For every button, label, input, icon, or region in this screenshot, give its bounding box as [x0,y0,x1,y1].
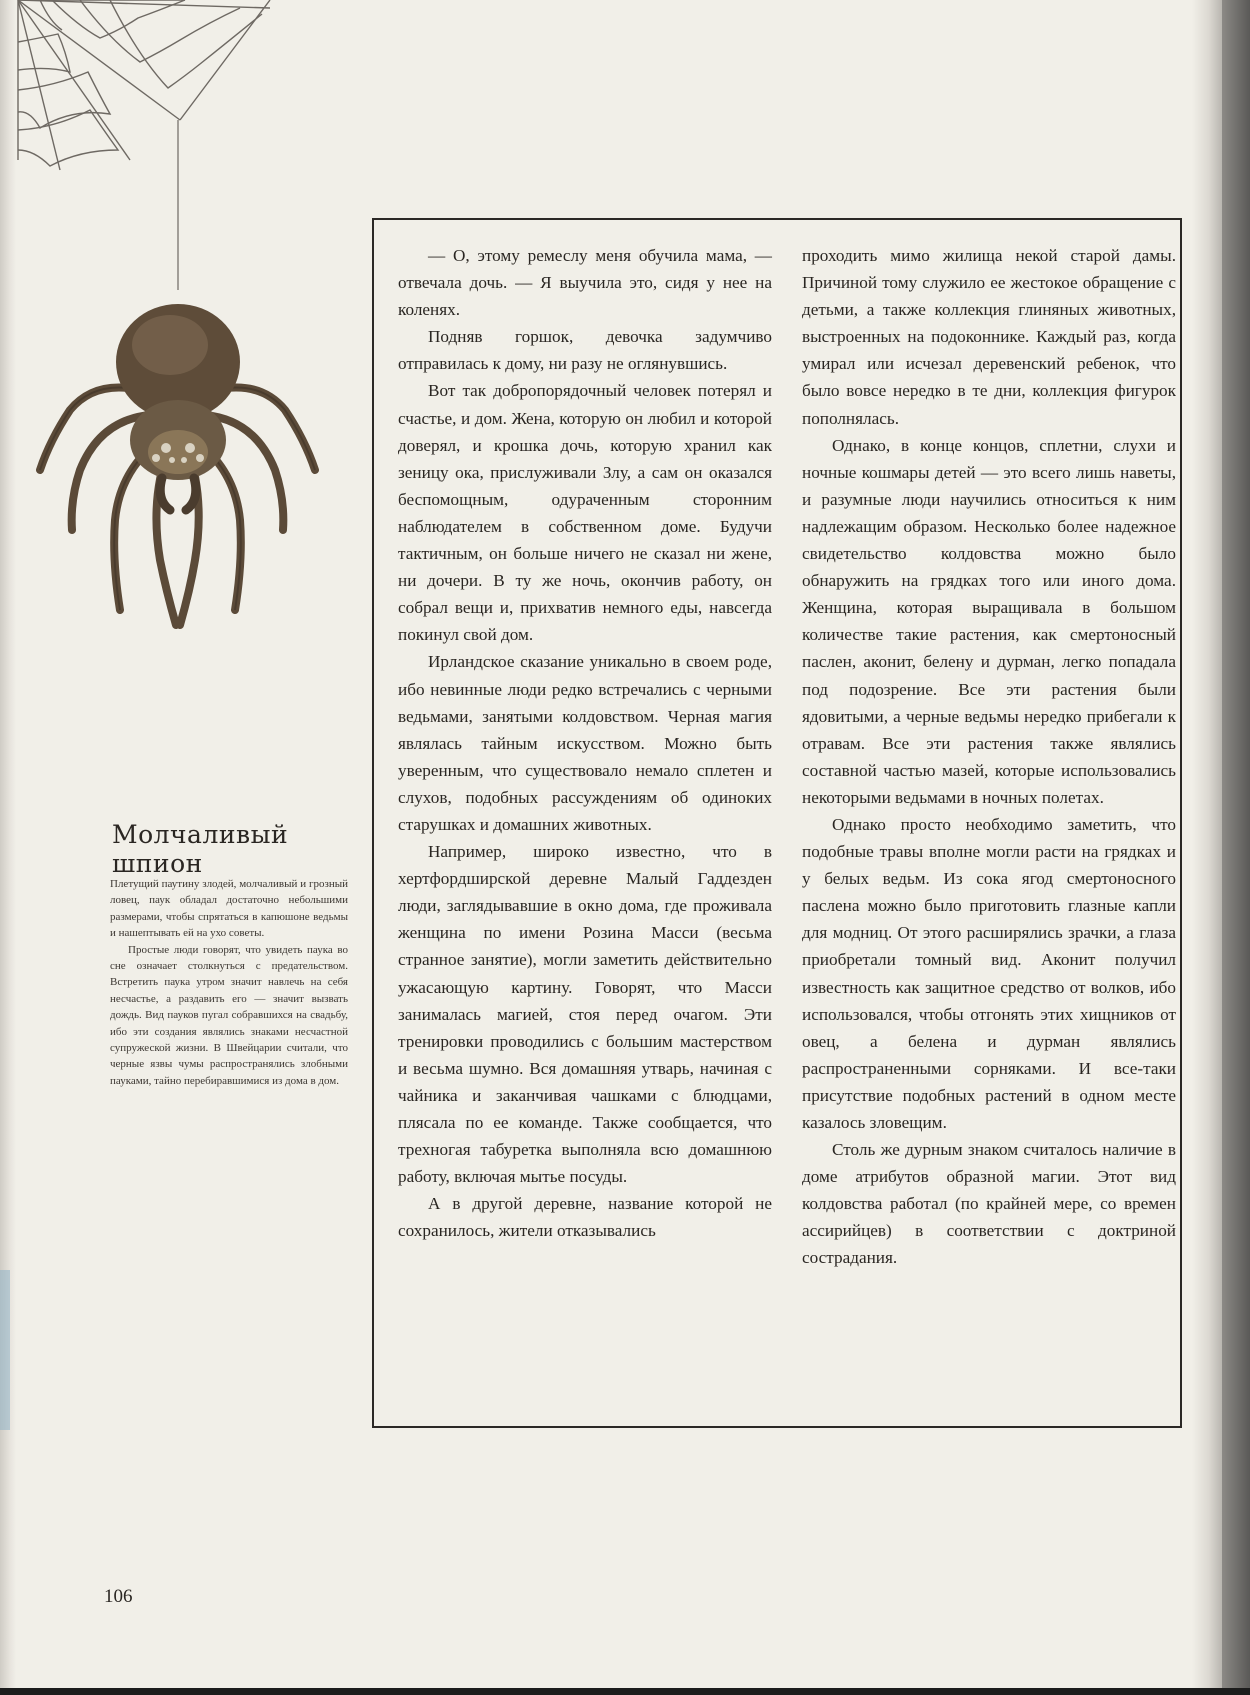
article-paragraph: — О, этому ремеслу меня обучила мама, — отвечала дочь. — Я выучила это, сидя у нее на коленях. [398,246,772,320]
spider-illustration [0,0,340,680]
page-number: 106 [104,1586,133,1607]
article-paragraph: Однако просто необходимо заметить, что подобные травы вполне могли расти на грядках и у белых ведьм. Из сока ягод смертоносного паслена можно было приготовить глазные капли для модниц. От этого расширялись зрачки, а глаза приобретали томный вид. Аконит получил известность как защитное средство от волков, ибо использовался, чтобы отгонять этих хищников от овец, а белена и дурман являлись распространенными сорняками. И все-таки присутствие подобных растений в одном месте казалось зловещим. [802,814,1176,1132]
article-paragraph: Ирландское сказание уникально в своем роде, ибо невинные люди редко встречались с черными ведьмами, занятыми колдовством. Черная магия являлась тайным искусством. Можно быть уверенным, что существовало немало сплетен и слухов, подобных рассуждениям об одиноких старушках и домашних животных. [398,652,772,834]
spider-web-icon [18,0,270,290]
article-paragraph: Однако, в конце концов, сплетни, слухи и ночные кошмары детей — это всего лишь наветы, и разумные люди научились относиться к ним надлежащим образом. Несколько более надежное свидетельство колдовства можно было обнаружить на грядках того или иного дома. Женщина, которая выращивала в большом количестве такие растения, как смертоносный паслен, аконит, белену и дурман, легко попадала под подозрение. Все эти растения были ядовитыми, а черные ведьмы нередко прибегали к отравам. Все эти растения также являлись составной частью мазей, которые использовались некоторыми ведьмами в ночных полетах. [802,435,1176,807]
sidebar-title: Молчаливый шпион [112,820,289,878]
spider-icon [40,304,315,625]
article-column-right [802,242,1176,1272]
article-paragraph: Вот так добропорядочный человек потерял и счастье, и дом. Жена, которую он любил и которой доверял, и крошка дочь, которую хранил как зеницу ока, прислуживали Злу, а сам он оказался беспомощным, одураченным сторонним наблюдателем в собственном доме. Будучи тактичным, он больше ничего не сказал ни жене, ни дочери. В ту же ночь, окончив работу, он собрал вещи и, прихватив немного еды, навсегда покинул свой дом. [398,381,772,645]
article-column-left [398,242,772,1244]
sidebar-paragraph: Простые люди говорят, что увидеть паука во сне означает столкнуться с предательством. Встретить паука утром значит навлечь на себя несчастье, а раздавить его — значит вызвать дождь. Вид пауков пугал собравшихся на свадьбу, ибо эти создания являлись знаками несчастной супружеской жизни. В Швейцарии считали, что черные язвы чумы распространялись злобными пауками, тайно перебиравшимися из дома в дом. [110,943,348,1087]
sidebar-text [110,876,348,1089]
article-paragraph: А в другой деревне, название которой не сохранилось, жители отказывались [398,1194,772,1241]
scan-bottom-edge [0,1688,1250,1695]
sidebar-paragraph: Плетущий паутину злодей, молчаливый и грозный ловец, паук обладал достаточно небольшими размерами, чтобы спрятаться в капюшоне ведьмы и нашептывать ей на ухо советы. [110,878,348,940]
article-paragraph: Подняв горшок, девочка задумчиво отправилась к дому, ни разу не оглянувшись. [398,327,772,374]
page-left-edge-tint [0,1270,10,1430]
page-fold-shadow [1192,0,1222,1688]
adjacent-page-edge [1222,0,1250,1688]
article-paragraph: Например, широко известно, что в хертфордширской деревне Малый Гаддезден люди, заглядывавшие в окно дома, где проживала женщина по имени Розина Масси (весьма странное занятие), могли заметить действительно ужасающую картину. Говорят, что Масси занималась магией, стоя перед очагом. Эти тренировки проводились с большим мастерством и весьма шумно. Вся домашняя утварь, начиная с чайника и заканчивая чашками с блюдцами, плясала по ее команде. Также сообщается, что трехногая табуретка выполняла всю домашнюю работу, включая мытье посуды. [398,842,772,1187]
article-paragraph-continued: проходить мимо жилища некой старой дамы. Причиной тому служило ее жестокое обращение с детьми, а также коллекция глиняных животных, выстроенных на подоконнике. Каждый раз, когда умирал или исчезал деревенский ребенок, что было вовсе нередко в те дни, коллекция фигурок пополнялась. [802,246,1176,428]
article-paragraph: Столь же дурным знаком считалось наличие в доме атрибутов образной магии. Этот вид колдовства работал (по крайней мере, со времен ассирийцев) в соответствии с доктриной сострадания. [802,1140,1176,1268]
article-box [372,218,1182,1428]
